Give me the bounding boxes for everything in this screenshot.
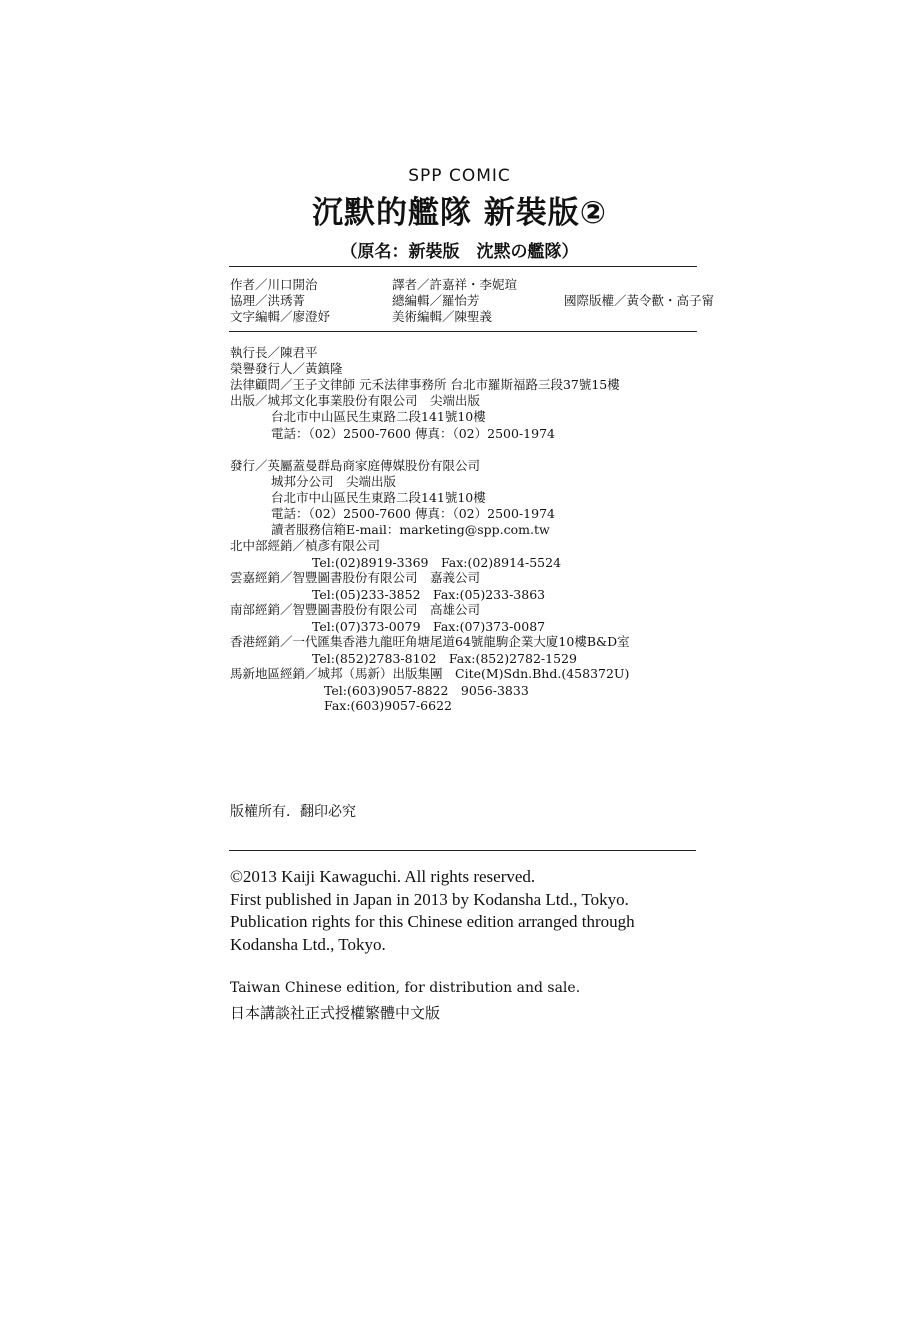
imprint-honorary-publisher: 榮譽發行人／黃鎮隆 <box>230 361 343 376</box>
copyright-line-1: ©2013 Kaiji Kawaguchi. All rights reserved. <box>230 867 536 886</box>
imprint-south-tel: Tel:(07)373-0079 Fax:(07)373-0087 <box>312 619 546 634</box>
imprint-chiayi: 雲嘉經銷／智豐圖書股份有限公司 嘉義公司 <box>230 570 481 585</box>
copyright-line-2: First published in Japan in 2013 by Kodansha Ltd., Tokyo. <box>230 890 629 909</box>
imprint-malaysia: 馬新地區經銷／城邦（馬新）出版集團 Cite(M)Sdn.Bhd.(458372U) <box>230 666 630 681</box>
imprint-malaysia-fax: Fax:(603)9057-6622 <box>324 698 452 713</box>
credit-text-editor: 文字編輯／廖澄妤 <box>230 309 331 324</box>
credit-assistant: 協理／洪琇菁 <box>230 293 306 308</box>
credit-intl-rights: 國際版權／黃令歡・高子甯 <box>564 293 715 308</box>
divider-bottom <box>229 850 696 851</box>
license-notice: 日本講談社正式授權繁體中文版 <box>230 1004 441 1022</box>
imprint-distributor: 發行／英屬蓋曼群島商家庭傳媒股份有限公司 <box>230 458 481 473</box>
original-title: （原名：新裝版 沈黙の艦隊） <box>340 242 579 262</box>
imprint-hongkong: 香港經銷／一代匯集香港九龍旺角塘尾道64號龍駒企業大廈10樓B&D室 <box>230 634 630 649</box>
imprint-north-central-tel: Tel:(02)8919-3369 Fax:(02)8914-5524 <box>312 555 562 570</box>
imprint-ceo: 執行長／陳君平 <box>230 345 318 360</box>
credit-chief-editor: 總編輯／羅怡芳 <box>392 293 480 308</box>
imprint-south: 南部經銷／智豐圖書股份有限公司 高雄公司 <box>230 602 481 617</box>
credit-translator: 譯者／許嘉祥・李妮瑄 <box>392 277 518 292</box>
series-label: SPP COMIC <box>408 166 511 186</box>
credit-art-editor: 美術編輯／陳聖義 <box>392 309 493 324</box>
imprint-north-central: 北中部經銷／楨彥有限公司 <box>230 538 381 553</box>
credit-author: 作者／川口開治 <box>230 277 318 292</box>
imprint-publisher: 出版／城邦文化事業股份有限公司 尖端出版 <box>230 393 481 408</box>
imprint-publisher-address: 台北市中山區民生東路二段141號10樓 <box>271 409 486 424</box>
divider-middle <box>229 331 697 332</box>
imprint-distributor-phone: 電話：（02）2500-7600 傳真：（02）2500-1974 <box>271 506 555 521</box>
imprint-malaysia-tel: Tel:(603)9057-8822 9056-3833 <box>324 683 529 698</box>
copyright-line-3: Publication rights for this Chinese edition arranged through <box>230 912 635 931</box>
imprint-hongkong-tel: Tel:(852)2783-8102 Fax:(852)2782-1529 <box>312 651 577 666</box>
rights-reserved: 版權所有．翻印必究 <box>230 804 356 820</box>
imprint-legal: 法律顧問／王子文律師 元禾法律事務所 台北市羅斯福路三段37號15樓 <box>230 377 620 392</box>
imprint-reader-email: 讀者服務信箱E-mail：marketing@spp.com.tw <box>271 522 550 537</box>
imprint-chiayi-tel: Tel:(05)233-3852 Fax:(05)233-3863 <box>312 587 546 602</box>
copyright-line-4: Kodansha Ltd., Tokyo. <box>230 935 386 954</box>
divider-top <box>229 266 697 267</box>
imprint-distributor-address: 台北市中山區民生東路二段141號10樓 <box>271 490 486 505</box>
imprint-publisher-phone: 電話：（02）2500-7600 傳真：（02）2500-1974 <box>271 426 555 441</box>
edition-notice: Taiwan Chinese edition, for distribution and sale. <box>230 980 581 996</box>
book-title: 沉默的艦隊 新裝版② <box>311 195 608 231</box>
imprint-distributor-branch: 城邦分公司 尖端出版 <box>271 474 397 489</box>
